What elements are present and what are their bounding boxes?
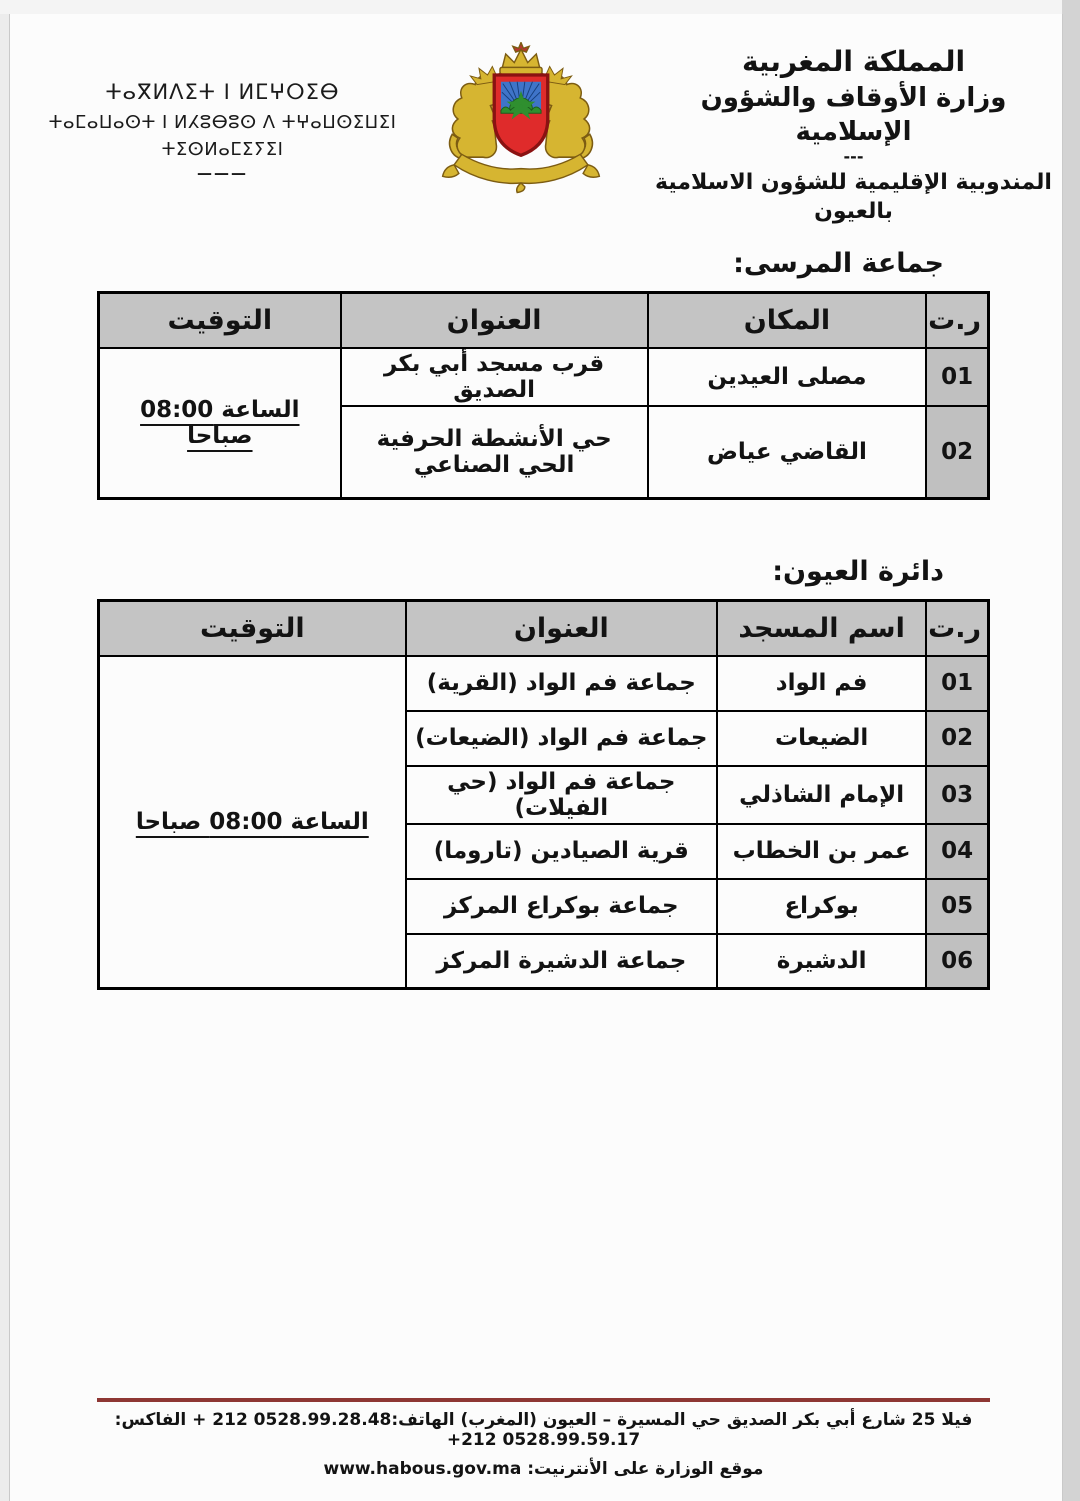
row-number: 02: [926, 406, 988, 499]
mosque-cell: فم الواد: [717, 656, 926, 711]
tifinagh-header: [10, 28, 435, 186]
column-header-address: العنوان: [341, 293, 648, 348]
section-title-laayoune: دائرة العيون:: [772, 556, 944, 588]
ribbon-icon: [443, 154, 600, 192]
document-footer: [97, 1398, 990, 1479]
address-cell: جماعة فم الواد (القرية): [406, 656, 718, 711]
timing-cell: الساعة 08:00 صباحا: [99, 348, 341, 499]
marsa-schedule-table: [97, 291, 990, 500]
column-header-place: المكان: [648, 293, 927, 348]
shield-icon: [494, 75, 548, 155]
section-title-marsa: جماعة المرسى:: [733, 248, 944, 280]
mosque-cell: بوكراع: [717, 879, 926, 934]
address-cell: قرية الصيادين (تاروما): [406, 824, 718, 879]
footer-address-phone-label: فيلا 25 شارع أبي بكر الصديق حي المسيرة – العيون (المغرب) الهاتف:: [391, 1410, 973, 1430]
footer-website-line: [97, 1459, 990, 1479]
address-cell: جماعة بوكراع المركز: [406, 879, 718, 934]
footer-plus-sign: +: [192, 1410, 207, 1430]
row-number: 03: [926, 766, 988, 824]
scan-edge-top: [0, 0, 1080, 14]
tifinagh-separator-dashes: ———: [197, 164, 248, 183]
footer-website-label: موقع الوزارة على الأنترنيت:: [527, 1459, 764, 1479]
document-body: [97, 248, 990, 990]
table-header-row: [99, 293, 989, 348]
coat-of-arms: [435, 28, 615, 198]
row-number: 05: [926, 879, 988, 934]
letterhead: [10, 14, 1062, 226]
column-header-timing: التوقيت: [99, 601, 406, 656]
header-separator-dashes: ---: [843, 146, 864, 166]
address-cell: جماعة فم الواد (حي الفيلات): [406, 766, 718, 824]
table-row: [99, 656, 989, 711]
tifinagh-kingdom-title: ⵜⴰⴳⵍⴷⵉⵜ ⵏ ⵍⵎⵖⵔⵉⴱ: [105, 80, 340, 104]
row-number: 04: [926, 824, 988, 879]
table-row: [99, 348, 989, 406]
address-cell: جماعة الدشيرة المركز: [406, 934, 718, 989]
delegation-title: المندوبية الإقليمية للشؤون الاسلامية بالعيون: [655, 169, 1052, 224]
row-number: 01: [926, 656, 988, 711]
column-header-number: ر.ت: [926, 601, 988, 656]
row-number: 02: [926, 711, 988, 766]
address-cell: جماعة فم الواد (الضيعات): [406, 711, 718, 766]
address-cell: قرب مسجد أبي بكر الصديق: [341, 348, 648, 406]
crown-icon: [500, 43, 542, 75]
moroccan-coat-of-arms-icon: [435, 42, 607, 194]
ministry-title: وزارة الأوقاف والشؤون الإسلامية: [700, 82, 1007, 148]
mosque-cell: عمر بن الخطاب: [717, 824, 926, 879]
column-header-address: العنوان: [406, 601, 718, 656]
column-header-timing: التوقيت: [99, 293, 341, 348]
timing-cell: الساعة 08:00 صباحا: [99, 656, 406, 989]
document-page: [10, 14, 1062, 1501]
column-header-mosque: اسم المسجد: [717, 601, 926, 656]
mosque-cell: الضيعات: [717, 711, 926, 766]
mosque-cell: الدشيرة: [717, 934, 926, 989]
row-number: 01: [926, 348, 988, 406]
footer-fax-label: الفاكس:: [114, 1410, 187, 1430]
footer-contact-line: [97, 1410, 990, 1450]
laayoune-schedule-table: [97, 599, 990, 990]
place-cell: القاضي عياض: [648, 406, 927, 499]
kingdom-title: المملكة المغربية: [741, 45, 966, 78]
column-header-number: ر.ت: [926, 293, 988, 348]
ministry-header: [615, 28, 1062, 226]
address-cell: حي الأنشطة الحرفية الحي الصناعي: [341, 406, 648, 499]
footer-phone-number: 212 0528.99.28.48: [212, 1410, 392, 1430]
tifinagh-ministry-title: ⵜⴰⵎⴰⵡⴰⵙⵜ ⵏ ⵍⵃⵓⴱⵓⵙ ⴷ ⵜⵖⴰⵡⵙⵉⵡⵉⵏ ⵜⵉⵙⵍⴰⵎⵉⵢⵉⵏ: [48, 111, 397, 161]
footer-website-url: www.habous.gov.ma: [323, 1459, 522, 1479]
place-cell: مصلى العيدين: [648, 348, 927, 406]
table-header-row: [99, 601, 989, 656]
mosque-cell: الإمام الشاذلي: [717, 766, 926, 824]
scan-edge-right: [1062, 0, 1080, 1501]
row-number: 06: [926, 934, 988, 989]
footer-fax-number: +212 0528.99.59.17: [446, 1430, 641, 1450]
